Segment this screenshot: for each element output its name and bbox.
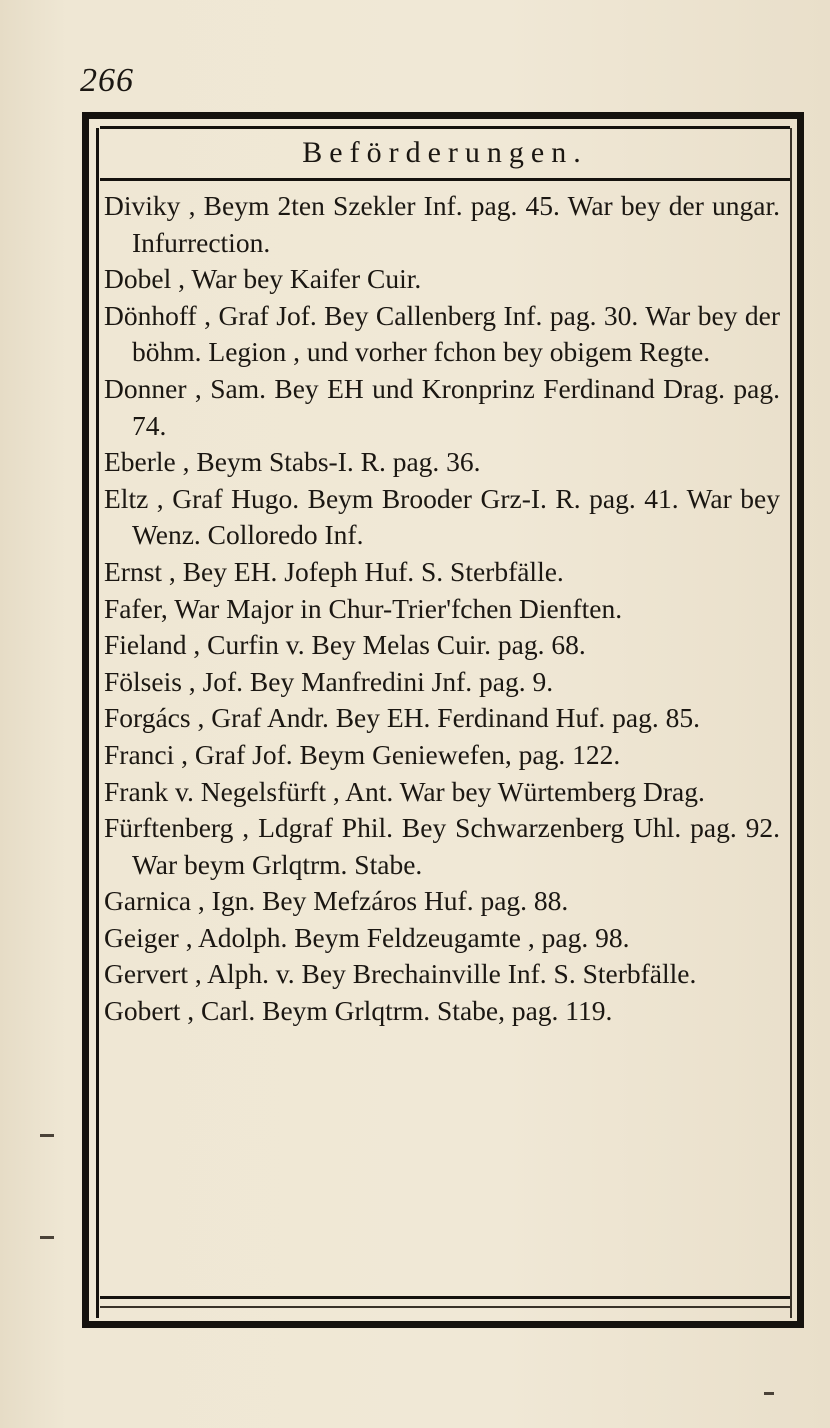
entry-list: [104, 188, 780, 1030]
entry-name: Dönhoff ,: [104, 299, 211, 331]
entry-name: Forgács ,: [104, 702, 205, 734]
entry-text: Ldgraf Phil. Bey Schwarzenberg Uhl. pag. 92. War beym Grlqtrm. Stabe.: [132, 812, 781, 880]
entry-text: Beym 2ten Szekler Inf. pag. 45. War bey der ungar. Infurrection.: [132, 190, 781, 258]
entry-name: Dobel ,: [104, 263, 185, 295]
entry-text: War Major in Chur-Trier'fchen Dienften.: [174, 592, 623, 624]
margin-mark: [40, 1134, 54, 1137]
entry-name: Geiger ,: [104, 921, 193, 953]
list-item: [104, 920, 780, 957]
list-item: [104, 371, 780, 444]
entry-text: Graf Hugo. Beym Brooder Grz-I. R. pag. 41. War bey Wenz. Colloredo Inf.: [132, 482, 780, 551]
page-number: 266: [80, 62, 134, 99]
entry-name: Fieland ,: [104, 629, 201, 661]
list-item: [104, 700, 780, 737]
entry-name: Eltz ,: [104, 482, 164, 514]
entry-name: Ernst ,: [104, 555, 176, 587]
header-rule-bottom: [100, 178, 790, 181]
entry-name: Frank v. Negelsfürft ,: [104, 775, 340, 807]
footer-rule-bottom: [100, 1306, 790, 1308]
entry-text: Ign. Bey Mefzáros Huf. pag. 88.: [211, 885, 569, 917]
entry-name: Gervert ,: [104, 958, 202, 990]
list-item: [104, 554, 780, 591]
section-header: Beförderungen.: [302, 136, 588, 169]
footer-rule-top: [100, 1296, 790, 1299]
list-item: [104, 883, 780, 920]
entry-text: Jof. Bey Manfredini Jnf. pag. 9.: [202, 665, 554, 697]
list-item: [104, 956, 780, 993]
list-item: [104, 664, 780, 701]
entry-name: Fafer,: [104, 592, 168, 624]
entry-name: Garnica ,: [104, 885, 205, 917]
margin-mark: [40, 1236, 54, 1239]
list-item: [104, 298, 780, 371]
entry-text: War bey Kaifer Cuir.: [191, 263, 422, 295]
list-item: [104, 444, 780, 481]
list-item: [104, 481, 780, 554]
entry-name: Fölseis ,: [104, 665, 196, 697]
entry-text: Graf Andr. Bey EH. Ferdinand Huf. pag. 85.: [211, 702, 700, 734]
entry-text: Beym Stabs-I. R. pag. 36.: [196, 446, 481, 478]
entry-text: Adolph. Beym Feldzeugamte , pag. 98.: [197, 921, 630, 953]
list-item: [104, 188, 780, 261]
entry-text: Bey EH. Jofeph Huf. S. Sterbfälle.: [182, 555, 564, 587]
entry-text: Alph. v. Bey Brechainville Inf. S. Sterbfälle.: [207, 958, 697, 990]
list-item: [104, 261, 780, 298]
list-item: [104, 774, 780, 811]
entry-name: Gobert ,: [104, 995, 195, 1027]
entry-name: Donner ,: [104, 372, 202, 404]
list-item: [104, 591, 780, 628]
entry-name: Eberle ,: [104, 446, 190, 478]
entry-name: Fürftenberg ,: [104, 812, 250, 844]
list-item: [104, 810, 780, 883]
list-item: [104, 993, 780, 1030]
entry-text: Graf Jof. Bey Callenberg Inf. pag. 30. War bey der böhm. Legion , und vorher fchon bey obigem Regte.: [132, 299, 781, 368]
entry-text: Carl. Beym Grlqtrm. Stabe, pag. 119.: [201, 995, 613, 1027]
entry-text: Sam. Bey EH und Kronprinz Ferdinand Drag. pag. 74.: [132, 372, 780, 441]
entry-text: Graf Jof. Beym Geniewefen, pag. 122.: [194, 738, 621, 770]
margin-mark: [764, 1392, 774, 1395]
entry-text: Ant. War bey Würtemberg Drag.: [345, 775, 705, 807]
entry-name: Diviky ,: [104, 190, 196, 221]
list-item: [104, 627, 780, 664]
list-item: [104, 737, 780, 774]
entry-text: Curfin v. Bey Melas Cuir. pag. 68.: [207, 629, 586, 661]
entry-name: Franci ,: [104, 738, 189, 770]
